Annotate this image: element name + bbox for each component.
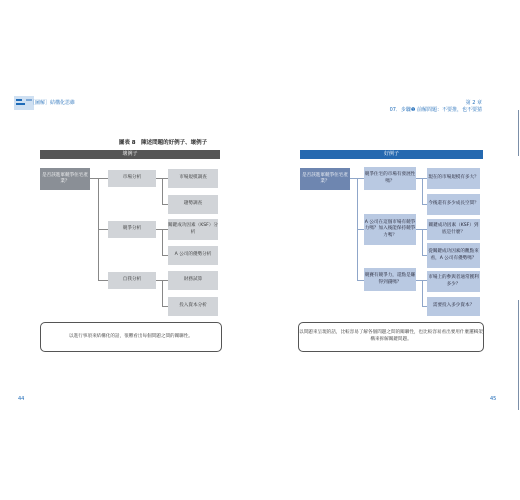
bad-connector: [98, 178, 108, 179]
good-level1-box: A 公司在這個市場有競爭力嗎？加入後能保持競爭力嗎？: [364, 214, 416, 245]
good-level2-box: 今後還有多少成長空間？: [427, 194, 480, 215]
page-number-left: 44: [18, 396, 25, 402]
good-level2-box: 現在的市場規模有多大？: [427, 168, 480, 189]
bad-root-box: 是否該進軍競爭住宅產業？: [40, 168, 90, 190]
good-level1-box: 競爭住宅的市場有發展性嗎？: [364, 167, 416, 190]
bad-connector: [162, 280, 163, 306]
bad-level2-box: 投入資本分析: [168, 297, 218, 316]
bad-connector: [90, 178, 98, 179]
running-header-chapter: 第 2 章: [465, 100, 482, 106]
good-summary-box: 以問題來呈現的話，比較容易了解各個問題之間的關聯性，也比較容易看出要用什麼邏輯架構來拆解關鍵問題。: [298, 322, 484, 352]
bad-level2-box: 關鍵成功因素（KSF）分析: [168, 219, 218, 240]
good-level2-box: 市場上的參與者通常獲利多少？: [427, 271, 480, 292]
bad-connector: [162, 178, 163, 204]
bad-level1-box: 市場分析: [108, 170, 156, 187]
bad-connector: [98, 280, 108, 281]
good-connector: [422, 178, 423, 204]
running-header-section: 07．步驟❶ 前解問題：不要推，也不要猜: [389, 107, 482, 113]
good-connector: [357, 280, 364, 281]
bad-example-header: 壞例子: [40, 150, 220, 159]
good-level1-box: 競賽有競爭力，還點是賺得到錢嗎？: [364, 268, 416, 291]
page-edge-right-bottom: [518, 300, 519, 410]
page-edge-right-top: [518, 110, 519, 156]
bad-connector: [98, 229, 108, 230]
good-example-header: 好例子: [300, 150, 483, 159]
good-connector: [357, 178, 364, 179]
running-header-left: ［圖解］結構化思維: [30, 100, 76, 106]
bad-summary-box: 以進行事項來結構化的話，很難看出每個問題之間的關聯性。: [40, 322, 222, 352]
good-root-box: 是否該進軍競爭住宅產業？: [300, 168, 350, 190]
good-connector: [350, 178, 357, 179]
figure-title: 圖表 8 陳述問題的好例子、壞例子: [118, 140, 208, 146]
bad-level2-box: A 公司的優勢分析: [168, 246, 218, 265]
bad-level2-box: 趨勢調查: [168, 195, 218, 214]
good-level2-box: 關鍵成功因素（KSF）到底是什麼？: [427, 219, 480, 240]
bad-level1-box: 自我分析: [108, 272, 156, 289]
bad-connector: [162, 229, 163, 255]
good-level2-box: 從關鍵成功因素的觀點來看，A 公司有優勢嗎？: [427, 243, 480, 268]
good-connector: [357, 229, 364, 230]
bad-level2-box: 市場規模調查: [168, 169, 218, 188]
page-number-right: 45: [490, 396, 497, 402]
good-connector: [422, 280, 423, 306]
bad-level2-box: 財務試算: [168, 271, 218, 290]
good-connector: [422, 229, 423, 255]
good-level2-box: 需要投入多少資本？: [427, 297, 480, 316]
bad-level1-box: 競爭分析: [108, 221, 156, 238]
